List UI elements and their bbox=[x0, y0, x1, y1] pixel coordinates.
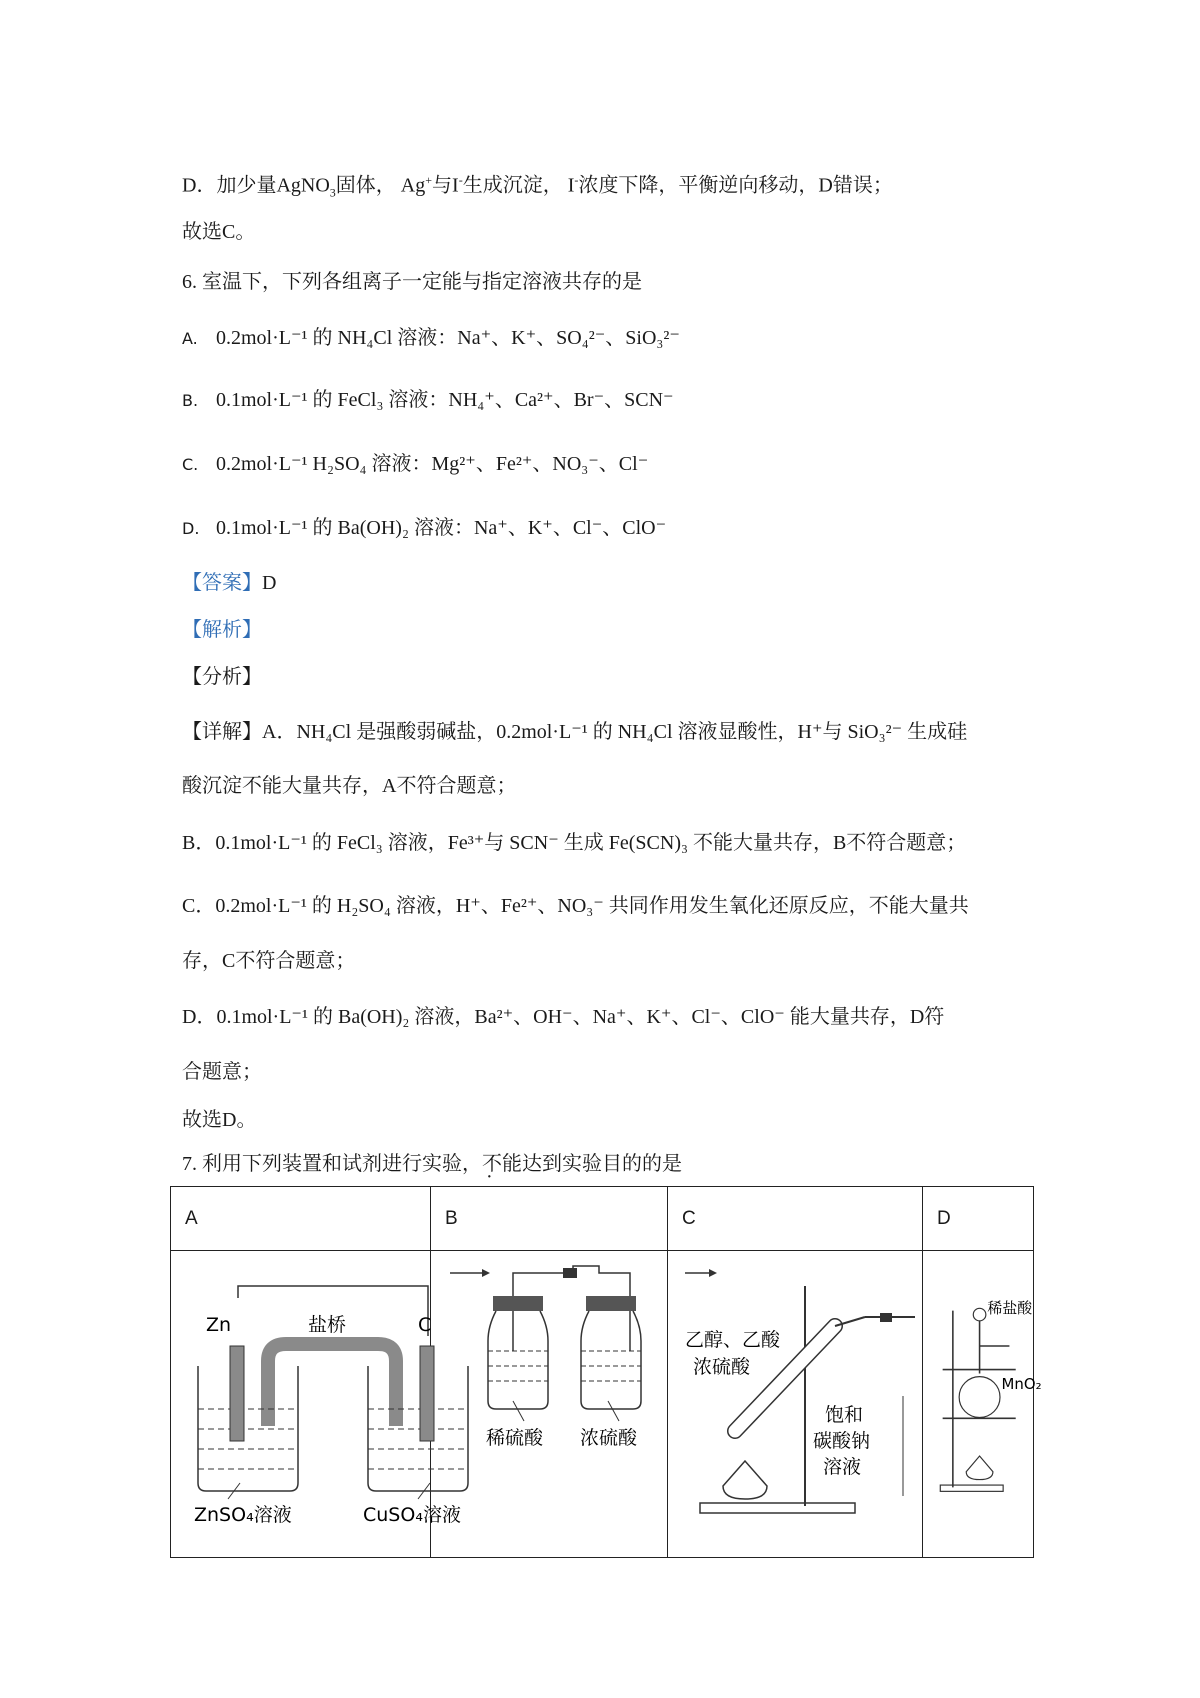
q6-detail-line-7: 合题意； bbox=[182, 1061, 262, 1083]
svg-text:MnO₂: MnO₂ bbox=[1001, 1375, 1042, 1394]
svg-text:C: C bbox=[418, 1314, 432, 1336]
chlorine-generator-diagram bbox=[923, 1251, 1042, 1551]
q6-fenxi-label: 【分析】 bbox=[182, 666, 262, 688]
q7-apparatus-a bbox=[171, 1251, 461, 1558]
q7-col-a-header: A bbox=[171, 1187, 431, 1251]
prev-option-d-line: D．加少量AgNO$_3$固体， Ag+与I-生成沉淀， I-浓度下降，平衡逆向移动，D错误； bbox=[182, 173, 893, 200]
q6-detail-line-1: 【详解】A．NH₄Cl 是强酸弱碱盐，0.2mol·L⁻¹ 的 NH₄Cl 溶液显酸性，H⁺与 SiO₃²⁻ 生成硅 bbox=[182, 721, 968, 743]
svg-text:CuSO₄溶液: CuSO₄溶液 bbox=[363, 1504, 461, 1526]
q7-apparatus-b bbox=[431, 1251, 668, 1558]
q6-option-b: B. 0.1mol·L⁻¹ 的 FeCl₃ 溶液：NH₄⁺、Ca²⁺、Br⁻、SCN⁻ bbox=[182, 389, 674, 411]
svg-text:ZnSO₄溶液: ZnSO₄溶液 bbox=[194, 1504, 292, 1526]
q6-answer: 【答案】D bbox=[182, 572, 277, 594]
q7-stem-emphasis: 不 bbox=[482, 1153, 502, 1175]
q7-apparatus-c bbox=[668, 1251, 923, 1558]
esterification-diagram bbox=[668, 1251, 922, 1551]
q6-option-c: C. 0.2mol·L⁻¹ H₂SO₄ 溶液：Mg²⁺、Fe²⁺、NO₃⁻、Cl⁻ bbox=[182, 453, 649, 475]
q6-detail-line-4: C．0.2mol·L⁻¹ 的 H₂SO₄ 溶液，H⁺、Fe²⁺、NO₃⁻ 共同作用发生氧化还原反应，不能大量共 bbox=[182, 895, 969, 917]
q7-col-b-header: B bbox=[431, 1187, 668, 1251]
q7-apparatus-table bbox=[170, 1186, 1042, 1558]
svg-text:稀硫酸: 稀硫酸 bbox=[486, 1427, 544, 1449]
svg-text:溶液: 溶液 bbox=[823, 1456, 862, 1478]
q6-option-d: D. 0.1mol·L⁻¹ 的 Ba(OH)₂ 溶液：Na⁺、K⁺、Cl⁻、ClO⁻ bbox=[182, 517, 667, 539]
q6-analysis-label: 【解析】 bbox=[182, 619, 262, 641]
q6-detail-line-6: D．0.1mol·L⁻¹ 的 Ba(OH)₂ 溶液，Ba²⁺、OH⁻、Na⁺、K⁺、Cl⁻、ClO⁻ 能大量共存，D符 bbox=[182, 1006, 945, 1028]
svg-text:Zn: Zn bbox=[206, 1314, 232, 1336]
q6-conclusion: 故选D。 bbox=[182, 1109, 257, 1131]
galvanic-cell-diagram bbox=[171, 1251, 461, 1551]
q6-stem: 6. 室温下，下列各组离子一定能与指定溶液共存的是 bbox=[182, 271, 642, 293]
svg-text:浓硫酸: 浓硫酸 bbox=[580, 1427, 638, 1449]
svg-text:碳酸钠: 碳酸钠 bbox=[813, 1430, 871, 1452]
prev-conclusion: 故选C。 bbox=[182, 221, 256, 243]
svg-text:饱和: 饱和 bbox=[825, 1404, 864, 1426]
svg-text:浓硫酸: 浓硫酸 bbox=[693, 1356, 751, 1378]
q6-detail-line-5: 存，C不符合题意； bbox=[182, 950, 356, 972]
q6-detail-line-3: B．0.1mol·L⁻¹ 的 FeCl₃ 溶液，Fe³⁺与 SCN⁻ 生成 Fe(SCN)₃ 不能大量共存，B不符合题意； bbox=[182, 832, 967, 854]
q7-stem: 7. 利用下列装置和试剂进行实验，不能达到实验目的的是 bbox=[182, 1150, 682, 1178]
svg-text:稀盐酸: 稀盐酸 bbox=[987, 1299, 1033, 1317]
q6-option-a: A. 0.2mol·L⁻¹ 的 NH₄Cl 溶液：Na⁺、K⁺、SO₄²⁻、SiO₃²⁻ bbox=[182, 327, 680, 349]
svg-text:盐桥: 盐桥 bbox=[308, 1314, 347, 1336]
q7-apparatus-d bbox=[923, 1251, 1042, 1558]
gas-washing-bottles-diagram bbox=[431, 1251, 667, 1551]
q7-col-d-header: D bbox=[923, 1187, 1034, 1251]
q7-col-c-header: C bbox=[668, 1187, 923, 1251]
q6-detail-line-2: 酸沉淀不能大量共存，A不符合题意； bbox=[182, 775, 517, 797]
svg-text:乙醇、乙酸: 乙醇、乙酸 bbox=[685, 1329, 781, 1351]
